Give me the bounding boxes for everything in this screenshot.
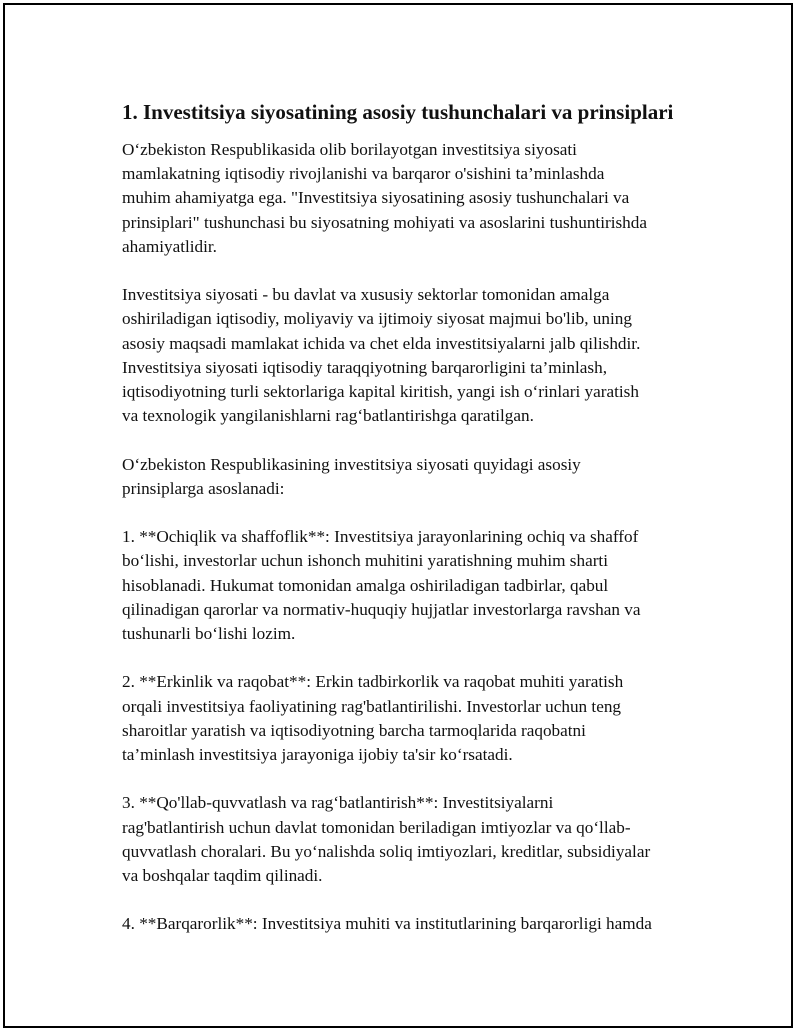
paragraph-principle-4 [122, 912, 702, 936]
text-line: O‘zbekiston Respublikasida olib borilayotgan investitsiya siyosati [122, 140, 577, 159]
document-body [122, 98, 702, 961]
text-line: Investitsiya siyosati iqtisodiy taraqqiyotning barqarorligini ta’minlash, [122, 357, 607, 377]
paragraph-intro [122, 138, 702, 259]
text-line: prinsiplarga asoslanadi: [122, 478, 285, 498]
paragraph-principle-3 [122, 791, 702, 888]
text-line: 3. **Qo'llab-quvvatlash va rag‘batlantirish**: Investitsiyalarni [122, 793, 554, 813]
text-line: ta’minlash investitsiya jarayoniga ijobiy ta'sir ko‘rsatadi. [122, 745, 513, 765]
text-line: va texnologik yangilanishlarni rag‘batlantirishga qaratilgan. [122, 406, 534, 426]
text-line: 1. **Ochiqlik va shaffoflik**: Investitsiya jarayonlarining ochiq va shaffof [122, 527, 639, 547]
paragraph-principle-2 [122, 670, 702, 767]
text-line: va boshqalar taqdim qilinadi. [122, 866, 323, 886]
text-line: muhim ahamiyatga ega. "Investitsiya siyosatining asosiy tushunchalari va [122, 188, 630, 208]
text-line: bo‘lishi, investorlar uchun ishonch muhitini yaratishning muhim sharti [122, 551, 608, 571]
text-line: hisoblanadi. Hukumat tomonidan amalga oshiriladigan tadbirlar, qabul [122, 575, 609, 595]
paragraph-definition [122, 283, 702, 428]
text-line: qilinadigan qarorlar va normativ-huquqiy hujjatlar investorlarga ravshan va [122, 599, 641, 619]
text-line: Investitsiya siyosati - bu davlat va xususiy sektorlar tomonidan amalga [122, 285, 610, 305]
text-line: 4. **Barqarorlik**: Investitsiya muhiti va institutlarining barqarorligi hamda [122, 914, 652, 934]
paragraph-principle-1 [122, 525, 702, 646]
document-title: 1. Investitsiya siyosatining asosiy tushunchalari va prinsiplari [122, 100, 674, 124]
page-frame [3, 3, 793, 1028]
text-line: tushunarli bo‘lishi lozim. [122, 624, 296, 644]
text-line: rag'batlantirish uchun davlat tomonidan beriladigan imtiyozlar va qo‘llab- [122, 817, 631, 837]
paragraph-principles-intro [122, 453, 702, 501]
text-line: quvvatlash choralari. Bu yo‘nalishda soliq imtiyozlari, kreditlar, subsidiyalar [122, 841, 651, 861]
text-line: prinsiplari" tushunchasi bu siyosatning mohiyati va asoslarini tushuntirishda [122, 212, 647, 232]
text-line: oshiriladigan iqtisodiy, moliyaviy va ijtimoiy siyosat majmui bo'lib, uning [122, 309, 632, 329]
text-line: asosiy maqsadi mamlakat ichida va chet elda investitsiyalarni jalb qilishdir. [122, 333, 641, 353]
text-line: orqali investitsiya faoliyatining rag'batlantirilishi. Investorlar uchun teng [122, 696, 622, 716]
text-line: iqtisodiyotning turli sektorlariga kapital kiritish, yangi ish o‘rinlari yaratish [122, 382, 639, 402]
text-line: 2. **Erkinlik va raqobat**: Erkin tadbirkorlik va raqobat muhiti yaratish [122, 672, 624, 692]
text-line: ahamiyatlidir. [122, 236, 217, 256]
text-line: mamlakatning iqtisodiy rivojlanishi va barqaror o'sishini ta’minlashda [122, 164, 605, 184]
text-line: sharoitlar yaratish va iqtisodiyotning barcha tarmoqlarida raqobatni [122, 720, 586, 740]
text-line: O‘zbekiston Respublikasining investitsiya siyosati quyidagi asosiy [122, 454, 581, 474]
